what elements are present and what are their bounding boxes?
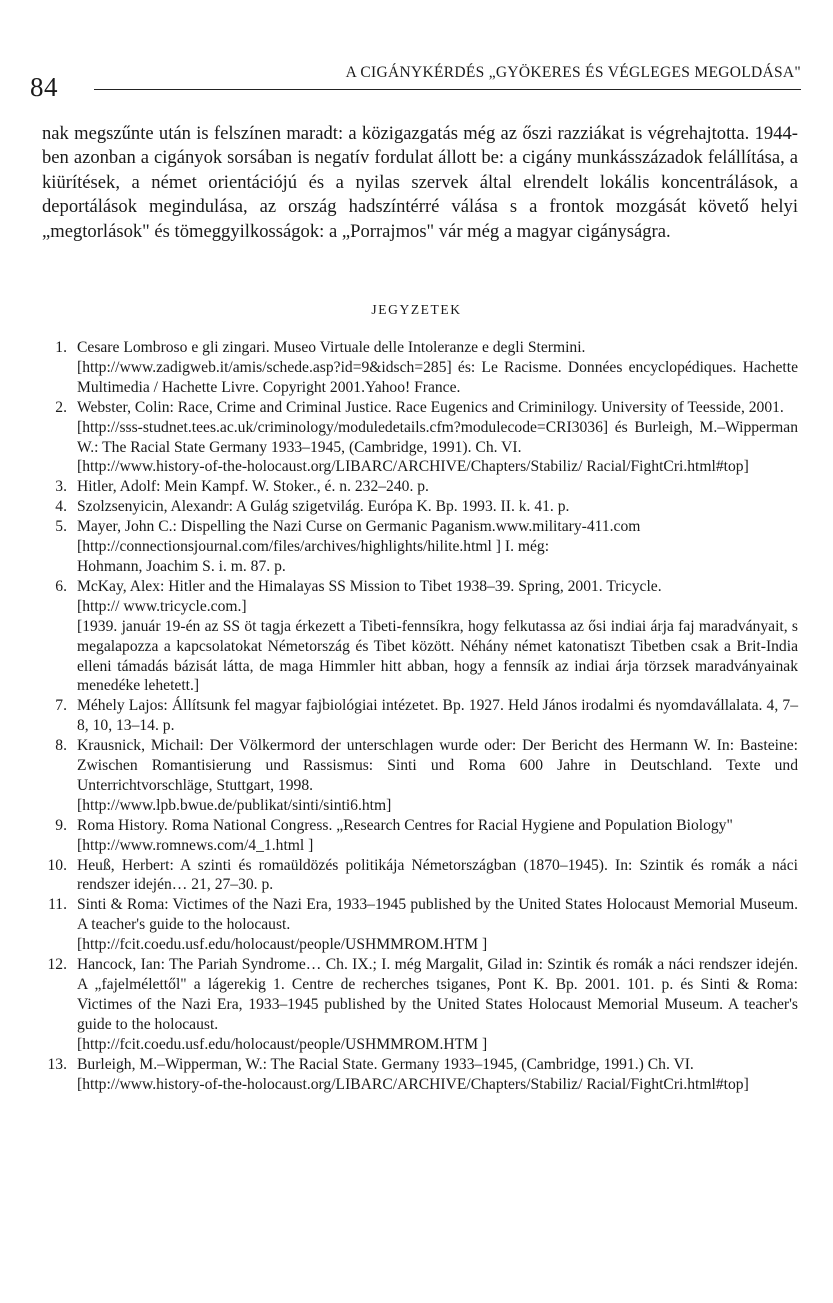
note-text: McKay, Alex: Hitler and the Himalayas SS Mission to Tibet 1938–39. Spring, 2001. Tricycle. bbox=[77, 577, 662, 595]
notes-list bbox=[42, 338, 798, 1094]
note-item bbox=[42, 696, 798, 736]
note-number: 8. bbox=[55, 737, 67, 755]
note-item bbox=[42, 736, 798, 816]
note-text: Szolzsenyicin, Alexandr: A Gulág szigetvilág. Európa K. Bp. 1993. II. k. 41. p. bbox=[77, 498, 570, 516]
note-text: [http:// www.tricycle.com.] bbox=[77, 597, 247, 615]
note-text: [http://www.history-of-the-holocaust.org/LIBARC/ARCHIVE/Chapters/Stabiliz/ Racial/FightCri.html#top] bbox=[77, 1075, 749, 1093]
page-number: 84 bbox=[30, 72, 58, 102]
note-number: 11. bbox=[48, 896, 67, 914]
note-text: [http://www.history-of-the-holocaust.org/LIBARC/ARCHIVE/Chapters/Stabiliz/ Racial/FightCri.html#top] bbox=[77, 458, 749, 476]
note-text: Mayer, John C.: Dispelling the Nazi Curse on Germanic Paganism.www.military-411.com bbox=[77, 518, 641, 536]
note-number: 12. bbox=[47, 956, 67, 974]
note-item bbox=[42, 856, 798, 896]
note-text: Heuß, Herbert: A szinti és romaüldözés politikája Németországban (1870–1945). In: Szintik és romák a náci rendszer idején… 21, 27–30. p. bbox=[77, 856, 798, 894]
note-number: 7. bbox=[55, 697, 67, 715]
note-text: [http://www.zadigweb.it/amis/schede.asp?id=9&idsch=285] és: Le Racisme. Données encyclopédiques. Hachette Multimedia / Hachette Livre. Copyright 2001.Yahoo! France. bbox=[77, 358, 798, 396]
note-item bbox=[42, 398, 798, 478]
note-item bbox=[42, 338, 798, 398]
note-item bbox=[42, 577, 798, 696]
note-text: Sinti & Roma: Victimes of the Nazi Era, 1933–1945 published by the United States Holocaust Memorial Museum. A teacher's guide to the holocaust. bbox=[77, 896, 798, 934]
note-text: Hancock, Ian: The Pariah Syndrome… Ch. IX.; I. még Margalit, Gilad in: Szintik és romák a náci rendszer idején. A „fajelmélettől" a lágerekig 1. Centre de recherches tsiganes, Pont K. Bp. 2001. 101. p. és Sinti & Roma: Victimes of the Nazi Era, 1933–1945 published by the United States Holocaust Memorial Museum. A teacher's guide to the holocaust. bbox=[77, 956, 798, 1033]
note-number: 3. bbox=[55, 478, 67, 496]
note-text: Cesare Lombroso e gli zingari. Museo Virtuale delle Intoleranze e degli Stermini. bbox=[77, 339, 586, 356]
note-item bbox=[42, 477, 798, 497]
note-item bbox=[42, 955, 798, 1055]
note-number: 10. bbox=[47, 856, 67, 874]
note-text: [http://www.lpb.bwue.de/publikat/sinti/sinti6.htm] bbox=[77, 796, 392, 814]
note-text: Hitler, Adolf: Mein Kampf. W. Stoker., é. n. 232–240. p. bbox=[77, 478, 429, 496]
note-item bbox=[42, 1055, 798, 1095]
running-title: A CIGÁNYKÉRDÉS „GYÖKERES ÉS VÉGLEGES MEGOLDÁSA" bbox=[345, 64, 801, 81]
note-item bbox=[42, 497, 798, 517]
note-text: [http://fcit.coedu.usf.edu/holocaust/people/USHMMROM.HTM ] bbox=[77, 1035, 488, 1053]
note-text: Webster, Colin: Race, Crime and Criminal Justice. Race Eugenics and Criminilogy. University of Teesside, 2001. bbox=[77, 398, 784, 416]
note-text: [http://fcit.coedu.usf.edu/holocaust/people/USHMMROM.HTM ] bbox=[77, 936, 488, 954]
note-text: [1939. január 19-én az SS öt tagja érkezett a Tibeti-fennsíkra, hogy felkutassa az ősi indiai árja faj maradványait, s megalapozza a kapcsolatokat Németország és Tibet között. Néhány német katonatiszt Tibetben csak a Brit-India elleni támadás bázisát látta, de maga Himmler hitt abban, hogy a fennsík az indiai árja törzsek maradványainak menedéke lehetett.] bbox=[77, 617, 798, 695]
note-text: [http://www.romnews.com/4_1.html ] bbox=[77, 836, 314, 854]
note-item bbox=[42, 816, 798, 856]
body-paragraph: nak megszűnte után is felszínen maradt: a közigazgatás még az őszi razziákat is végrehajtotta. 1944-ben azonban a cigányok sorsában is negatív fordulat állott be: a cigány munkásszázadok felállítása, a kiürítések, a német orientációjú és a nyilas szervek által elrendelt lokális koncentrálások, a deportálások megindulása, az ország hadszíntérré válása s a frontok mozgását követő helyi „megtorlások" és tömeggyilkosságok: a „Porrajmos" vár még a magyar cigányságra. bbox=[42, 123, 798, 242]
note-text: Méhely Lajos: Állítsunk fel magyar fajbiológiai intézetet. Bp. 1927. Held János irodalmi és nyomdavállalata. 4, 7–8, 10, 13–14. p. bbox=[77, 697, 798, 735]
note-number: 4. bbox=[55, 498, 67, 516]
note-text: Krausnick, Michail: Der Völkermord der unterschlagen wurde oder: Der Bericht des Hermann W. In: Basteine: Zwischen Romantisierung und Rassismus: Sinti und Roma 600 Jahre in Deutschland. Texte und Unterrichtvorschläge, Stuttgart, 1998. bbox=[77, 737, 798, 794]
notes-heading: JEGYZETEK bbox=[371, 302, 462, 317]
note-text: Burleigh, M.–Wipperman, W.: The Racial State. Germany 1933–1945, (Cambridge, 1991.) Ch. VI. bbox=[77, 1055, 694, 1073]
note-number: 6. bbox=[55, 577, 67, 595]
note-number: 5. bbox=[55, 518, 67, 536]
note-item bbox=[42, 895, 798, 955]
note-text: Roma History. Roma National Congress. „Research Centres for Racial Hygiene and Population Biology" bbox=[77, 816, 733, 834]
note-item bbox=[42, 517, 798, 577]
note-number: 1. bbox=[55, 339, 67, 356]
header-rule bbox=[94, 89, 801, 90]
note-text: [http://sss-studnet.tees.ac.uk/criminology/moduledetails.cfm?modulecode=CRI3036] és Burleigh, M.–Wipperman W.: The Racial State Germany 1933–1945, (Cambridge, 1991). Ch. VI. bbox=[77, 418, 798, 456]
note-text: [http://connectionsjournal.com/files/archives/highlights/hilite.html ] I. még: bbox=[77, 538, 550, 556]
note-number: 13. bbox=[47, 1055, 67, 1073]
note-number: 9. bbox=[55, 816, 67, 834]
note-text: Hohmann, Joachim S. i. m. 87. p. bbox=[77, 557, 286, 575]
note-number: 2. bbox=[55, 398, 67, 416]
